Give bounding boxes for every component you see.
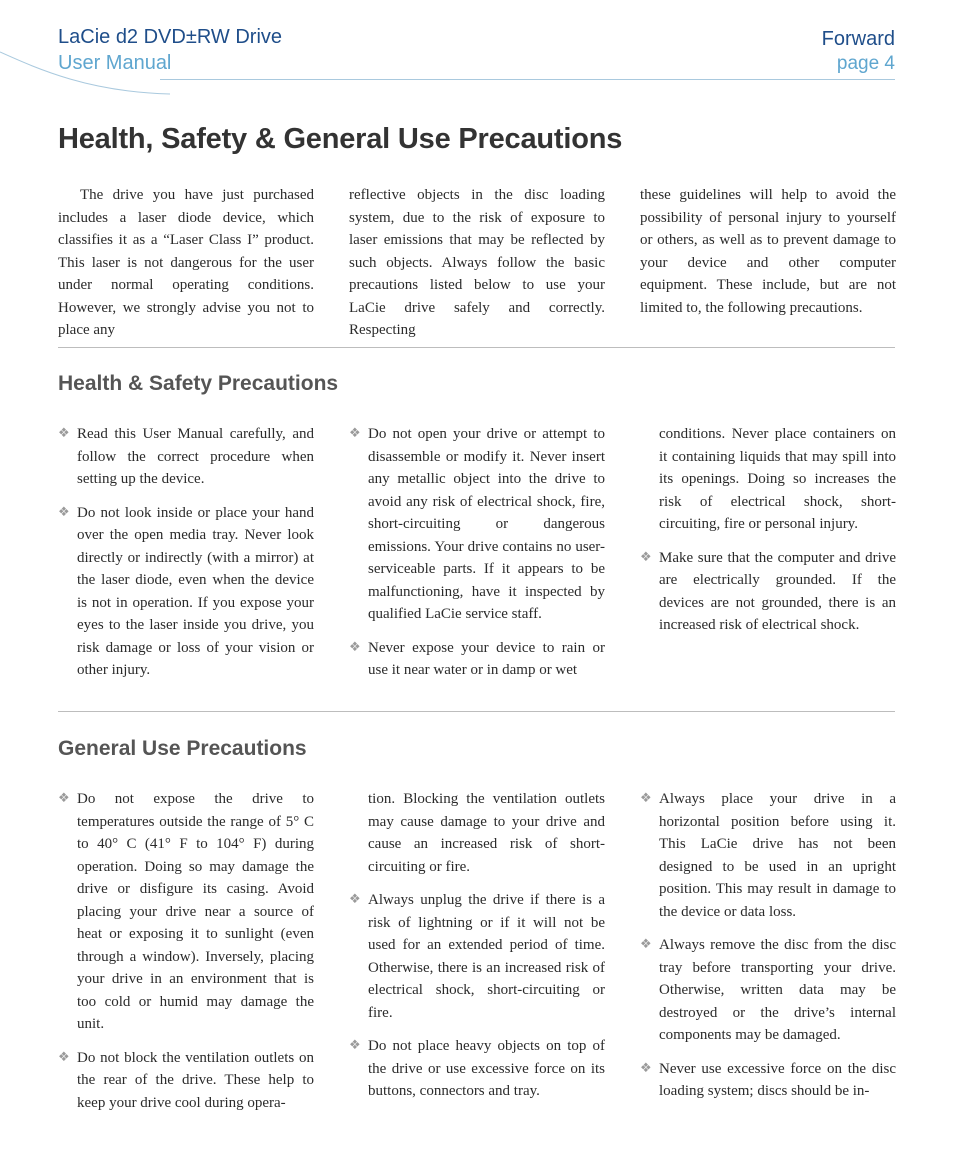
section-divider-2 bbox=[58, 711, 895, 712]
intro-paragraph-1: The drive you have just purchased includes a laser diode device, which classifies it as a “Laser Class I” product. This laser is not dangerous for the user under normal operating conditions. However, we strongly advise you not to place any bbox=[58, 187, 314, 338]
general-use-heading: General Use Precautions bbox=[58, 737, 307, 760]
list-item: ❖ Do not place heavy objects on top of the drive or use excessive force on its buttons, connectors and tray. bbox=[349, 1035, 605, 1103]
list-item: ❖ Do not open your drive or attempt to disassemble or modify it. Never insert any metallic object into the drive to avoid any risk of electrical shock, fire, short-circuiting or dangerous emissions. Your drive contains no user-serviceable parts. If it appears to be malfunctioning, have it inspected by qualified LaCie service staff. bbox=[349, 423, 605, 626]
general-column-3 bbox=[640, 788, 896, 1114]
bullet-icon: ❖ bbox=[349, 892, 361, 907]
list-item: ❖ Never use excessive force on the disc loading system; discs should be in- bbox=[640, 1058, 896, 1103]
list-item: ❖ Read this User Manual carefully, and follow the correct procedure when setting up the device. bbox=[58, 423, 314, 491]
manual-label: User Manual bbox=[58, 52, 172, 74]
bullet-icon: ❖ bbox=[58, 1049, 70, 1065]
bullet-icon: ❖ bbox=[349, 426, 361, 441]
list-item: ❖ Make sure that the computer and drive are electrically grounded. If the devices are not grounded, there is an increased risk of electrical shock. bbox=[640, 547, 896, 637]
health-column-1 bbox=[58, 423, 314, 693]
list-item: ❖ Do not look inside or place your hand over the open media tray. Never look directly or indirectly (with a mirror) at the laser diode, even when the device is not in operation. If you expose your eyes to the laser inside you drive, you risk damage or loss of your vision or other injury. bbox=[58, 502, 314, 682]
list-item: ❖ Do not block the ventilation outlets on the rear of the drive. These help to keep your drive cool during opera- bbox=[58, 1047, 314, 1115]
intro-column-3 bbox=[640, 184, 896, 319]
bullet-icon: ❖ bbox=[58, 791, 70, 806]
header-left bbox=[58, 24, 282, 76]
continued-item-text: conditions. Never place containers on it containing liquids that may spill into its openings. Doing so increases the risk of electrical shock, short-circuiting, fire or personal injury. bbox=[659, 426, 896, 532]
intro-paragraph-3: these guidelines will help to avoid the possibility of personal injury to yourself or others, as well as to prevent damage to your device and other computer equipment. These include, but are not limited to, the following precautions. bbox=[640, 187, 896, 316]
page-number: page 4 bbox=[836, 53, 895, 74]
health-column-3 bbox=[640, 423, 896, 648]
list-item: ❖ Always unplug the drive if there is a risk of lightning or if it will not be used for an extended period of time. Otherwise, there is an increased risk of electrical shock, short-circuiting or fire. bbox=[349, 889, 605, 1024]
general-column-2 bbox=[349, 788, 605, 1114]
bullet-icon: ❖ bbox=[349, 1038, 361, 1053]
general-column-1 bbox=[58, 788, 314, 1125]
bullet-icon: ❖ bbox=[640, 549, 652, 565]
section-divider-1 bbox=[58, 347, 895, 348]
intro-column-2 bbox=[349, 184, 605, 342]
bullet-icon: ❖ bbox=[58, 504, 70, 520]
list-item: ❖ Always remove the disc from the disc tray before transporting your drive. Otherwise, written data may be destroyed or the drive’s internal components may be damaged. bbox=[640, 934, 896, 1047]
bullet-icon: ❖ bbox=[640, 937, 652, 952]
health-column-2 bbox=[349, 423, 605, 693]
list-item: ❖ Do not expose the drive to temperatures outside the range of 5° C to 40° C (41° F to 104° F) during operation. Doing so may damage the drive or disfigure its casing. Avoid placing your drive near a source of heat or exposing it to sunlight (even through a window). Inversely, placing your drive in an environment that is too cold or humid may damage the unit. bbox=[58, 788, 314, 1036]
bullet-icon: ❖ bbox=[349, 639, 361, 655]
intro-paragraph-2: reflective objects in the disc loading system, due to the risk of exposure to laser emissions that may be reflected by such objects. Always follow the basic precautions listed below to use your LaCie drive safely and correctly. Respecting bbox=[349, 187, 605, 338]
list-item: ❖ Always place your drive in a horizontal position before using it. This LaCie drive has not been designed to be used in an upright position. This may result in damage to the device or data loss. bbox=[640, 788, 896, 923]
product-title: LaCie d2 DVD±RW Drive bbox=[58, 26, 283, 48]
health-safety-heading: Health & Safety Precautions bbox=[58, 372, 339, 395]
bullet-icon: ❖ bbox=[640, 1060, 652, 1076]
bullet-icon: ❖ bbox=[640, 791, 652, 806]
intro-column-1 bbox=[58, 184, 314, 342]
list-item: ❖ Never expose your device to rain or use it near water or in damp or wet bbox=[349, 637, 605, 682]
section-label: Forward bbox=[821, 28, 895, 50]
header-right bbox=[822, 26, 895, 76]
continued-item-text: tion. Blocking the ventilation outlets may cause damage to your drive and cause an increased risk of short-circuiting or fire. bbox=[368, 791, 605, 875]
page-title: Health, Safety & General Use Precautions bbox=[58, 123, 623, 155]
header-divider bbox=[160, 79, 895, 80]
bullet-icon: ❖ bbox=[58, 426, 70, 441]
